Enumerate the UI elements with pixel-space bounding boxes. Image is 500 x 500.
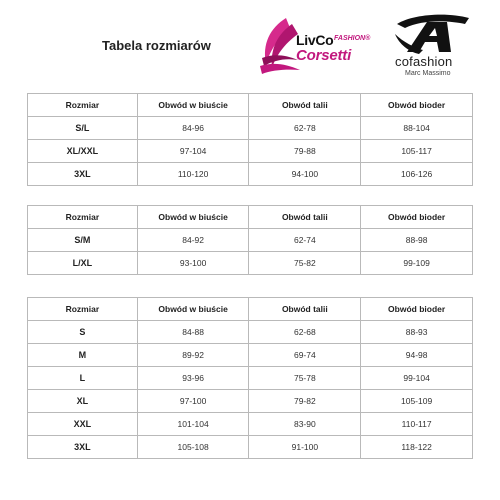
size-table-2 xyxy=(27,205,473,275)
livco-logo-text: LivCo xyxy=(296,32,334,48)
size-table-3 xyxy=(27,297,473,459)
table-header-row xyxy=(28,206,473,229)
table-row xyxy=(28,390,473,413)
corsetti-logo-text: Corsetti xyxy=(296,47,352,64)
hips-cell: 99-109 xyxy=(361,252,473,275)
bust-cell: 93-96 xyxy=(137,367,249,390)
size-cell: S xyxy=(28,321,138,344)
page-title: Tabela rozmiarów xyxy=(102,38,211,53)
table-header-row xyxy=(28,94,473,117)
size-cell: 3XL xyxy=(28,436,138,459)
table-row xyxy=(28,117,473,140)
size-cell: L/XL xyxy=(28,252,138,275)
header-size: Rozmiar xyxy=(28,298,138,321)
hips-cell: 88-104 xyxy=(361,117,473,140)
cofashion-logo xyxy=(393,12,473,78)
header-waist: Obwód talii xyxy=(249,94,361,117)
size-cell: 3XL xyxy=(28,163,138,186)
header-size: Rozmiar xyxy=(28,206,138,229)
cofashion-logo-text: cofashion xyxy=(395,54,453,69)
table-row xyxy=(28,140,473,163)
cofashion-logo-subtitle: Marc Massimo xyxy=(405,70,451,77)
table-row xyxy=(28,252,473,275)
waist-cell: 75-82 xyxy=(249,252,361,275)
hips-cell: 99-104 xyxy=(361,367,473,390)
table-row xyxy=(28,163,473,186)
waist-cell: 91-100 xyxy=(249,436,361,459)
size-cell: XL xyxy=(28,390,138,413)
hips-cell: 118-122 xyxy=(361,436,473,459)
table-row xyxy=(28,436,473,459)
hips-cell: 94-98 xyxy=(361,344,473,367)
bust-cell: 110-120 xyxy=(137,163,249,186)
size-cell: S/M xyxy=(28,229,138,252)
size-cell: XL/XXL xyxy=(28,140,138,163)
hips-cell: 88-98 xyxy=(361,229,473,252)
waist-cell: 79-82 xyxy=(249,390,361,413)
bust-cell: 97-104 xyxy=(137,140,249,163)
waist-cell: 94-100 xyxy=(249,163,361,186)
table-row xyxy=(28,321,473,344)
waist-cell: 69-74 xyxy=(249,344,361,367)
bust-cell: 93-100 xyxy=(137,252,249,275)
table-row xyxy=(28,367,473,390)
waist-cell: 75-78 xyxy=(249,367,361,390)
header-waist: Obwód talii xyxy=(249,206,361,229)
hips-cell: 110-117 xyxy=(361,413,473,436)
bust-cell: 89-92 xyxy=(137,344,249,367)
waist-cell: 83-90 xyxy=(249,413,361,436)
header-waist: Obwód talii xyxy=(249,298,361,321)
hips-cell: 105-109 xyxy=(361,390,473,413)
bust-cell: 84-96 xyxy=(137,117,249,140)
header-bust: Obwód w biuście xyxy=(137,206,249,229)
table-row xyxy=(28,344,473,367)
waist-cell: 62-78 xyxy=(249,117,361,140)
header-size: Rozmiar xyxy=(28,94,138,117)
waist-cell: 62-74 xyxy=(249,229,361,252)
header-hips: Obwód bioder xyxy=(361,94,473,117)
header-bust: Obwód w biuście xyxy=(137,94,249,117)
size-cell: L xyxy=(28,367,138,390)
hips-cell: 106-126 xyxy=(361,163,473,186)
size-cell: M xyxy=(28,344,138,367)
table-row xyxy=(28,229,473,252)
bust-cell: 101-104 xyxy=(137,413,249,436)
table-row xyxy=(28,413,473,436)
bust-cell: 105-108 xyxy=(137,436,249,459)
header-hips: Obwód bioder xyxy=(361,298,473,321)
header-bust: Obwód w biuście xyxy=(137,298,249,321)
waist-cell: 79-88 xyxy=(249,140,361,163)
size-cell: XXL xyxy=(28,413,138,436)
hips-cell: 105-117 xyxy=(361,140,473,163)
bust-cell: 97-100 xyxy=(137,390,249,413)
cofashion-mark-icon xyxy=(393,12,473,56)
livco-logo-tag: FASHION® xyxy=(334,35,371,42)
size-table-1 xyxy=(27,93,473,186)
bust-cell: 84-88 xyxy=(137,321,249,344)
size-cell: S/L xyxy=(28,117,138,140)
waist-cell: 62-68 xyxy=(249,321,361,344)
livco-corsetti-logo xyxy=(256,14,376,76)
hips-cell: 88-93 xyxy=(361,321,473,344)
table-header-row xyxy=(28,298,473,321)
bust-cell: 84-92 xyxy=(137,229,249,252)
header-hips: Obwód bioder xyxy=(361,206,473,229)
